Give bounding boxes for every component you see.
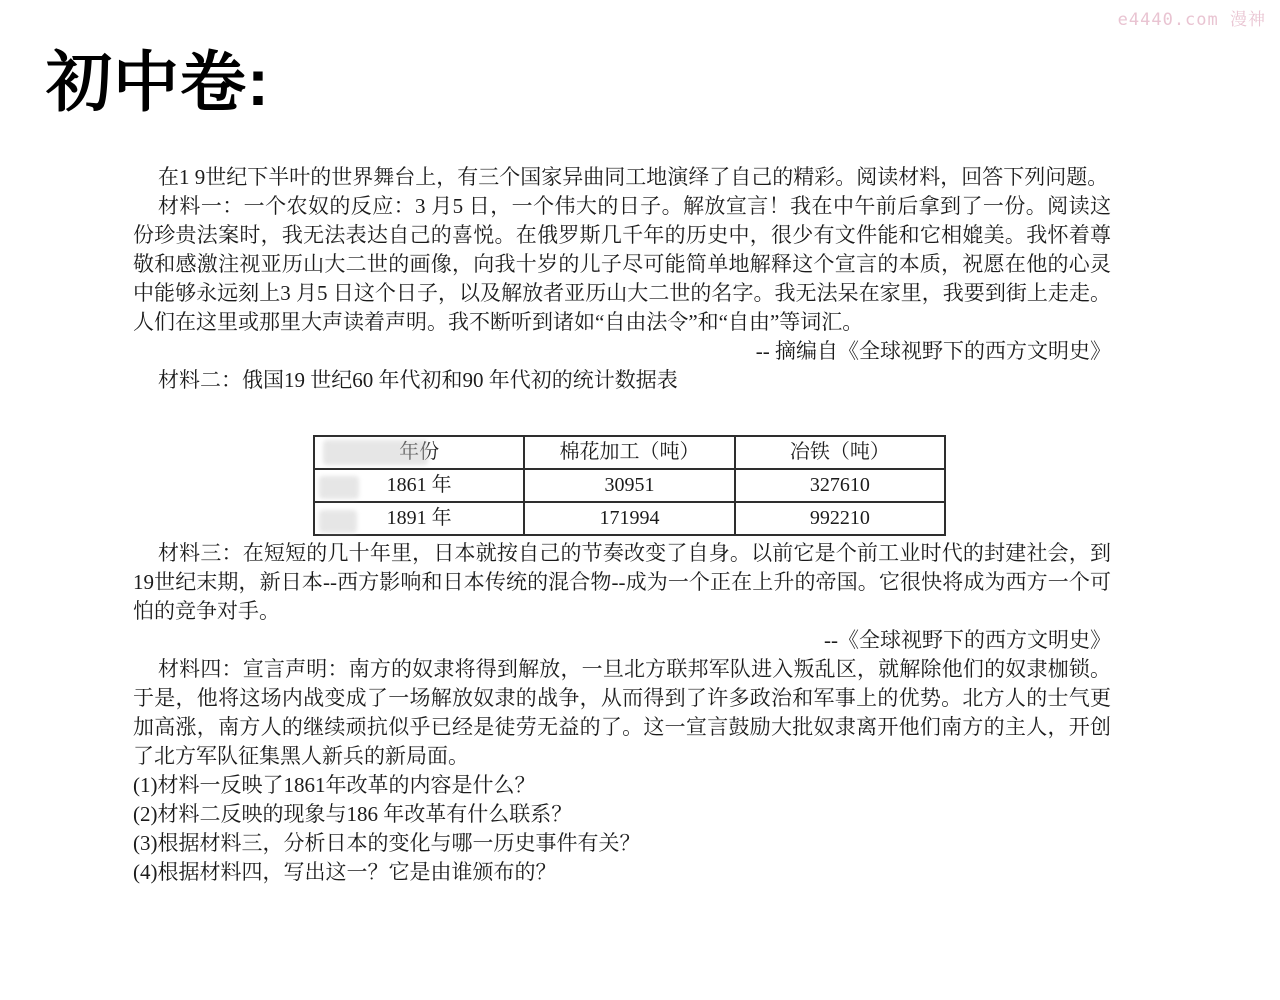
statistics-table-wrap: [313, 435, 946, 536]
page-title: 初中卷:: [46, 45, 270, 119]
table-cell-iron: 327610: [735, 469, 945, 502]
table-header-cotton: 棉花加工（吨）: [524, 436, 734, 469]
material1-source: -- 摘编自《全球视野下的西方文明史》: [755, 339, 1111, 363]
material1-paragraph: 材料一：一个农奴的反应：3 月5 日，一个伟大的日子。解放宣言！我在中午前后拿到了一份。阅读这份珍贵法案时，我无法表达自己的喜悦。在俄罗斯几千年的历史中，很少有文件能和它相媲美。我怀着尊敬和感激注视亚历山大二世的画像，向我十岁的儿子尽可能简单地解释这个宣言的本质，祝愿在他的心灵中能够永远刻上3 月5 日这个日子，以及解放者亚历山大二世的名字。我无法呆在家里，我要到街上走走。人们在这里或那里大声读着声明。我不断听到诸如“自由法令”和“自由”等词汇。: [133, 194, 1111, 334]
table-row: [314, 469, 945, 502]
question-3: (3)根据材料三，分析日本的变化与哪一历史事件有关？: [133, 831, 641, 855]
table-header-year: 年份: [314, 436, 524, 469]
question-1: (1)材料一反映了1861年改革的内容是什么？: [133, 773, 536, 797]
table-header-row: [314, 436, 945, 469]
material3-paragraph: 材料三：在短短的几十年里，日本就按自己的节奏改变了自身。以前它是个前工业时代的封建社会，到19世纪末期，新日本--西方影响和日本传统的混合物--成为一个正在上升的帝国。它很快将成为西方一个可怕的竞争对手。: [133, 541, 1111, 623]
table-cell-year: 1891 年: [314, 502, 524, 535]
table-cell-year: 1861 年: [314, 469, 524, 502]
site-watermark: e4440.com 漫神: [1117, 10, 1266, 30]
material2-intro: 材料二：俄国19 世纪60 年代初和90 年代初的统计数据表: [158, 368, 678, 392]
table-cell-iron: 992210: [735, 502, 945, 535]
table-cell-cotton: 30951: [524, 469, 734, 502]
question-4: (4)根据材料四，写出这一？它是由谁颁布的？: [133, 860, 557, 884]
question-2: (2)材料二反映的现象与186 年改革有什么联系？: [133, 802, 573, 826]
statistics-table: [313, 435, 946, 536]
table-header-iron: 冶铁（吨）: [735, 436, 945, 469]
intro-paragraph: 在1 9世纪下半叶的世界舞台上，有三个国家异曲同工地演绎了自己的精彩。阅读材料，回答下列问题。: [158, 165, 1109, 189]
material4-paragraph: 材料四：宣言声明：南方的奴隶将得到解放，一旦北方联邦军队进入叛乱区，就解除他们的奴隶枷锁。于是，他将这场内战变成了一场解放奴隶的战争，从而得到了许多政治和军事上的优势。北方人的士气更加高涨，南方人的继续顽抗似乎已经是徒劳无益的了。这一宣言鼓励大批奴隶离开他们南方的主人，开创了北方军队征集黑人新兵的新局面。: [133, 657, 1111, 768]
table-row: [314, 502, 945, 535]
exam-content: [133, 163, 1111, 887]
table-cell-cotton: 171994: [524, 502, 734, 535]
material3-source: --《全球视野下的西方文明史》: [824, 628, 1111, 652]
